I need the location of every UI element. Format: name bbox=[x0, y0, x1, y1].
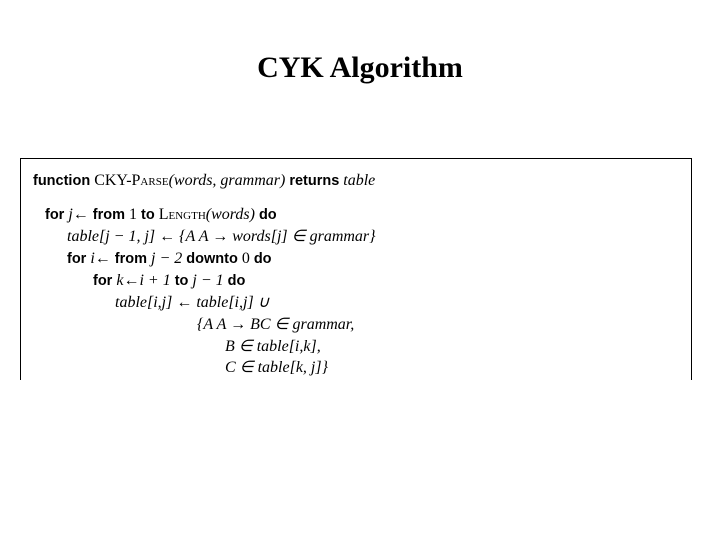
loop-var-j: j bbox=[68, 206, 73, 223]
keyword-for: for bbox=[45, 207, 65, 223]
function-name-cky: CKY- bbox=[94, 172, 132, 189]
keyword-to: to bbox=[141, 207, 155, 223]
keyword-do: do bbox=[227, 273, 246, 289]
keyword-returns: returns bbox=[289, 173, 340, 189]
function-name-parse: Parse bbox=[131, 172, 169, 189]
algorithm-line-for-k bbox=[93, 271, 245, 291]
keyword-do: do bbox=[253, 251, 272, 267]
loop-var-i: i bbox=[90, 250, 95, 267]
keyword-function: function bbox=[33, 173, 91, 189]
algorithm-box bbox=[20, 158, 692, 380]
keyword-from: from bbox=[114, 251, 148, 267]
assign-arrow: ← bbox=[72, 206, 89, 223]
length-function: Length bbox=[158, 206, 206, 223]
keyword-to: to bbox=[174, 273, 189, 289]
algorithm-line-for-j bbox=[45, 205, 277, 225]
loop-var-k: k bbox=[116, 272, 124, 289]
table-init-rhs: {A A → words[j] ∈ grammar} bbox=[179, 228, 376, 245]
assign-arrow: ← bbox=[159, 228, 176, 245]
algorithm-line-for-i bbox=[67, 249, 272, 269]
keyword-from: from bbox=[92, 207, 126, 223]
length-arg: (words) bbox=[205, 206, 255, 223]
algorithm-line-function bbox=[33, 171, 375, 191]
assign-arrow: ← bbox=[94, 250, 111, 267]
table-init-lhs: table[j − 1, j] bbox=[67, 228, 156, 245]
keyword-for: for bbox=[93, 273, 113, 289]
algorithm-line-b-member: B ∈ table[i,k], bbox=[225, 338, 321, 355]
algorithm-line-c-member: C ∈ table[k, j]} bbox=[225, 359, 328, 376]
loop-end: 0 bbox=[241, 250, 250, 267]
assign-arrow: ← bbox=[123, 272, 140, 289]
keyword-downto: downto bbox=[186, 251, 238, 267]
loop-start: j − 2 bbox=[151, 250, 183, 267]
keyword-do: do bbox=[258, 207, 277, 223]
loop-start: 1 bbox=[129, 206, 138, 223]
function-args: (words, grammar) bbox=[168, 172, 286, 189]
algorithm-line-rule-set: {A A → BC ∈ grammar, bbox=[197, 316, 355, 333]
keyword-for: for bbox=[67, 251, 87, 267]
loop-start: i + 1 bbox=[139, 272, 171, 289]
algorithm-line-table-update: table[i,j] ← table[i,j] ∪ bbox=[115, 294, 270, 311]
return-value: table bbox=[343, 172, 376, 189]
slide-title: CYK Algorithm bbox=[257, 51, 463, 84]
algorithm-line-table-init bbox=[67, 227, 376, 247]
loop-end: j − 1 bbox=[192, 272, 224, 289]
